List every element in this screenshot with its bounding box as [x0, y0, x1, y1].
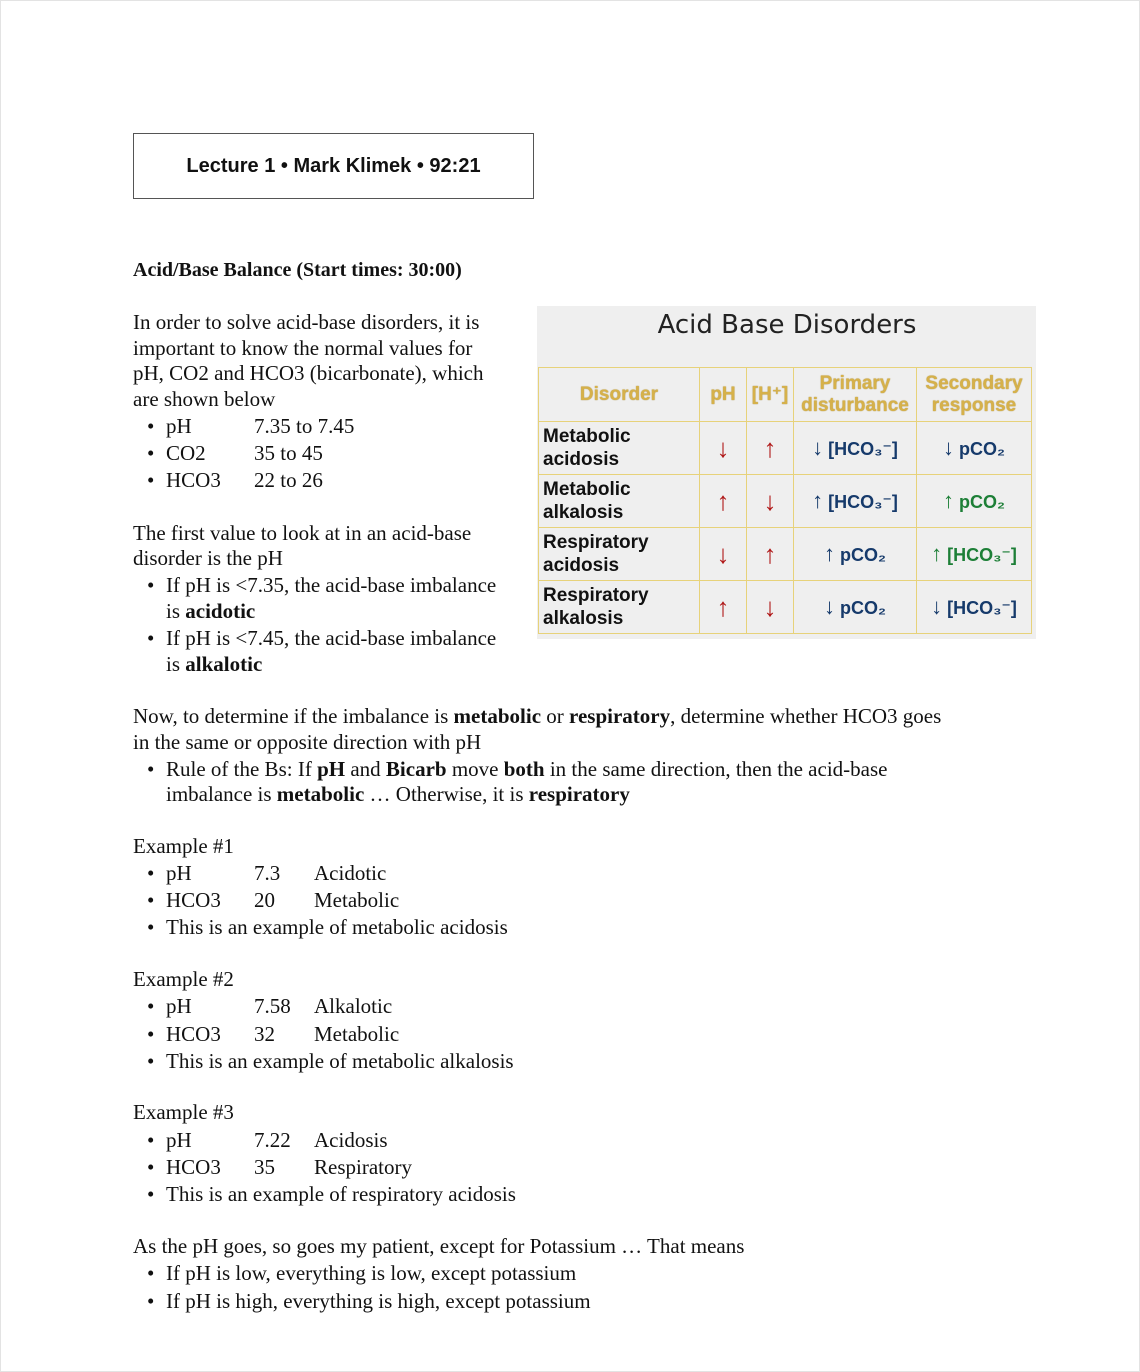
- rule-text: is: [166, 652, 186, 676]
- value: 7.58: [254, 994, 291, 1018]
- text: move: [446, 757, 504, 781]
- bold-text: metabolic: [276, 782, 365, 806]
- example-ph-row: [166, 1127, 388, 1153]
- primary-text: [HCO₃⁻]: [828, 439, 898, 459]
- ph-arrow-up: ↑: [700, 581, 747, 634]
- secondary-arrow: ↓: [942, 435, 954, 460]
- rule-of-bs-line-2: [166, 781, 630, 807]
- metabolic-respiratory-line-1: [133, 703, 941, 729]
- primary-arrow: ↑: [823, 541, 835, 566]
- example-summary: • This is an example of respiratory acidosis: [166, 1181, 516, 1207]
- normal-value-range: 7.35 to 7.45: [254, 414, 355, 438]
- example-ph-row: [166, 993, 393, 1019]
- intro-line-4: are shown below: [133, 387, 276, 411]
- example-hco3-row: [166, 1154, 412, 1180]
- lecture-header-text: Lecture 1 • Mark Klimek • 92:21: [186, 154, 481, 177]
- disorder-text: acidosis: [543, 555, 620, 576]
- ph-alkalotic-rule-line-1: • If pH is <7.45, the acid-base imbalance: [166, 625, 496, 651]
- intro-line-2: important to know the normal values for: [133, 336, 473, 360]
- label: HCO3: [166, 1022, 221, 1046]
- text: , determine whether HCO3 goes: [670, 704, 942, 728]
- value: 35: [254, 1155, 275, 1179]
- text: in the same direction, then the acid-base: [544, 757, 888, 781]
- first-value-line-2: disorder is the pH: [133, 546, 283, 570]
- h-arrow-down: ↓: [747, 475, 794, 528]
- disorder-cell: [539, 528, 700, 581]
- potassium-low-rule: • If pH is low, everything is low, except potassium: [166, 1260, 576, 1286]
- ph-acidotic-rule-line-1: • If pH is <7.35, the acid-base imbalance: [166, 572, 496, 598]
- text: Rule of the Bs: If: [166, 757, 318, 781]
- disorder-text: alkalosis: [543, 608, 624, 629]
- rule-text: is: [166, 599, 186, 623]
- primary-cell: [794, 422, 917, 475]
- h-arrow-down: ↓: [747, 581, 794, 634]
- ph-arrow-up: ↑: [700, 475, 747, 528]
- example-ph-row: [166, 860, 387, 886]
- normal-value-co2: [166, 440, 323, 466]
- table-row: [539, 581, 1032, 634]
- ph-alkalotic-rule-line-2: [166, 651, 262, 677]
- potassium-high-rule: • If pH is high, everything is high, except potassium: [166, 1288, 591, 1314]
- disorder-cell: [539, 475, 700, 528]
- note: Metabolic: [314, 888, 400, 912]
- rule-of-bs-line-1: [166, 756, 887, 782]
- text: and: [345, 757, 386, 781]
- example-title: Example #3: [133, 1100, 234, 1124]
- normal-value-range: 35 to 45: [254, 441, 323, 465]
- bold-text: respiratory: [528, 782, 630, 806]
- secondary-cell: [917, 528, 1032, 581]
- potassium-intro: As the pH goes, so goes my patient, except for Potassium … That means: [133, 1234, 745, 1258]
- metabolic-respiratory-line-2: in the same or opposite direction with pH: [133, 730, 482, 754]
- primary-cell: [794, 475, 917, 528]
- header-ph: pH: [700, 368, 747, 422]
- example-hco3-row: [166, 887, 400, 913]
- secondary-text: [HCO₃⁻]: [947, 545, 1017, 565]
- note: Acidotic: [314, 861, 387, 885]
- table-row: [539, 475, 1032, 528]
- label: pH: [166, 994, 192, 1018]
- label: pH: [166, 861, 192, 885]
- normal-value-ph: [166, 413, 355, 439]
- table-header-row: [539, 368, 1032, 422]
- value: 7.22: [254, 1128, 291, 1152]
- header-text: disturbance: [801, 394, 909, 416]
- normal-value-label: HCO3: [166, 468, 221, 492]
- header-text: Secondary: [925, 372, 1023, 394]
- secondary-arrow: ↓: [931, 594, 943, 619]
- example-title: Example #2: [133, 967, 234, 991]
- bold-text: metabolic: [453, 704, 542, 728]
- primary-text: pCO₂: [840, 598, 886, 618]
- label: HCO3: [166, 1155, 221, 1179]
- primary-cell: [794, 528, 917, 581]
- intro-line-1: In order to solve acid-base disorders, it is: [133, 310, 480, 334]
- secondary-cell: [917, 475, 1032, 528]
- secondary-cell: [917, 581, 1032, 634]
- normal-value-label: CO2: [166, 441, 206, 465]
- secondary-arrow: ↑: [931, 541, 943, 566]
- table-title: Acid Base Disorders: [657, 310, 917, 340]
- rule-bold-text: alkalotic: [185, 652, 263, 676]
- normal-value-range: 22 to 26: [254, 468, 323, 492]
- text: … Otherwise, it is: [364, 782, 529, 806]
- disorder-text: alkalosis: [543, 502, 624, 523]
- acid-base-disorders-table: [538, 367, 1032, 634]
- header-text: Primary: [819, 372, 891, 394]
- intro-line-3: pH, CO2 and HCO3 (bicarbonate), which: [133, 361, 484, 385]
- example-title: Example #1: [133, 834, 234, 858]
- example-summary: • This is an example of metabolic acidosis: [166, 914, 508, 940]
- primary-cell: [794, 581, 917, 634]
- disorder-text: Metabolic: [543, 479, 631, 500]
- text: imbalance is: [166, 782, 277, 806]
- primary-arrow: ↑: [812, 488, 824, 513]
- primary-text: pCO₂: [840, 545, 886, 565]
- secondary-cell: [917, 422, 1032, 475]
- acid-base-disorders-table-figure: [537, 306, 1036, 639]
- normal-value-label: pH: [166, 414, 192, 438]
- note: Respiratory: [314, 1155, 412, 1179]
- header-secondary: [917, 368, 1032, 422]
- disorder-text: Metabolic: [543, 426, 631, 447]
- secondary-text: pCO₂: [959, 492, 1005, 512]
- section-title: Acid/Base Balance (Start times: 30:00): [133, 259, 462, 281]
- lecture-header-box: [133, 133, 534, 199]
- disorder-text: acidosis: [543, 449, 620, 470]
- rule-bold-text: acidotic: [185, 599, 256, 623]
- primary-arrow: ↓: [812, 435, 824, 460]
- value: 7.3: [254, 861, 281, 885]
- secondary-text: pCO₂: [959, 439, 1005, 459]
- note: Alkalotic: [314, 994, 393, 1018]
- ph-arrow-down: ↓: [700, 528, 747, 581]
- table-row: [539, 422, 1032, 475]
- example-hco3-row: [166, 1021, 400, 1047]
- secondary-arrow: ↑: [942, 488, 954, 513]
- text: or: [541, 704, 570, 728]
- header-primary: [794, 368, 917, 422]
- normal-value-hco3: [166, 467, 323, 493]
- example-summary: • This is an example of metabolic alkalosis: [166, 1048, 514, 1074]
- disorder-cell: [539, 422, 700, 475]
- bold-text: both: [503, 757, 545, 781]
- header-text: response: [931, 394, 1017, 416]
- primary-arrow: ↓: [823, 594, 835, 619]
- bold-text: Bicarb: [385, 757, 447, 781]
- primary-text: [HCO₃⁻]: [828, 492, 898, 512]
- bold-text: respiratory: [569, 704, 671, 728]
- note: Acidosis: [314, 1128, 388, 1152]
- value: 32: [254, 1022, 275, 1046]
- text: Now, to determine if the imbalance is: [133, 704, 454, 728]
- disorder-text: Respiratory: [543, 585, 649, 606]
- header-disorder: Disorder: [539, 368, 700, 422]
- value: 20: [254, 888, 275, 912]
- ph-arrow-down: ↓: [700, 422, 747, 475]
- label: pH: [166, 1128, 192, 1152]
- disorder-text: Respiratory: [543, 532, 649, 553]
- table-row: [539, 528, 1032, 581]
- first-value-line-1: The first value to look at in an acid-base: [133, 521, 472, 545]
- label: HCO3: [166, 888, 221, 912]
- note: Metabolic: [314, 1022, 400, 1046]
- h-arrow-up: ↑: [747, 422, 794, 475]
- h-arrow-up: ↑: [747, 528, 794, 581]
- header-h: [H⁺]: [747, 368, 794, 422]
- ph-acidotic-rule-line-2: [166, 598, 255, 624]
- disorder-cell: [539, 581, 700, 634]
- secondary-text: [HCO₃⁻]: [947, 598, 1017, 618]
- bold-text: pH: [317, 757, 346, 781]
